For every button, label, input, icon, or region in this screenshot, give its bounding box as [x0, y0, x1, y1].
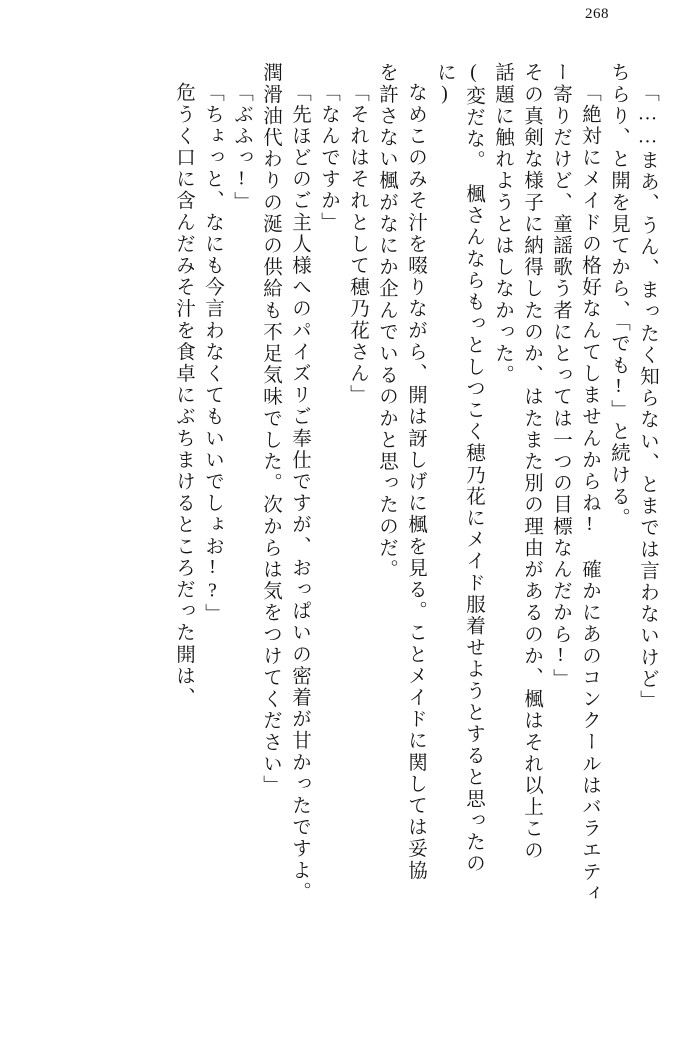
text-line: ちらり、と開を見てから、「でも!」と続ける。 — [608, 62, 629, 529]
page-number: 268 — [585, 6, 609, 22]
text-line: 「なんですか」 — [318, 82, 339, 234]
text-line: 危うく口に含んだみそ汁を食卓にぶちまけるところだった開は、 — [173, 82, 194, 709]
text-line: 話題に触れようとはしなかった。 — [492, 62, 513, 386]
text-line: 「それはそれとして穂乃花さん」 — [347, 82, 368, 406]
text-line: を許さない楓がなにか企んでいるのかと思ったのだ。 — [376, 62, 397, 581]
text-line: 「先ほどのご主人様へのパイズリご奉仕ですが、おっぱいの密着が甘かったですよ。 — [289, 82, 310, 903]
text-line: 「ぶふっ!」 — [231, 82, 252, 214]
text-line: (変だな。 楓さんならもっとしつこく穂乃花にメイド服着せようとすると思ったの — [463, 62, 484, 875]
text-line: 「……まあ、うん、まったく知らない、とまでは言わないけど」 — [637, 82, 658, 712]
text-line: 「ちょっと、なにも今言わなくてもいいでしょお!?」 — [202, 82, 223, 625]
text-line: なめこのみそ汁を啜りながら、開は訝しげに楓を見る。ことメイドに関しては妥協 — [405, 82, 426, 882]
text-line: ー寄りだけど、童謡歌う者にとっては一つの目標なんだから!」 — [550, 62, 571, 690]
text-line: その真剣な様子に納得したのか、はたまた別の理由があるのか、楓はそれ以上この — [521, 62, 542, 862]
text-line: 潤滑油代わりの涎の供給も不足気味でした。次からは気をつけてください」 — [260, 62, 281, 797]
vertical-text-body — [36, 62, 657, 1010]
text-line: に) — [434, 62, 455, 107]
text-line: 「絶対にメイドの格好なんてしませんからね! 確かにあのコンクールはバラエティ — [579, 82, 600, 905]
